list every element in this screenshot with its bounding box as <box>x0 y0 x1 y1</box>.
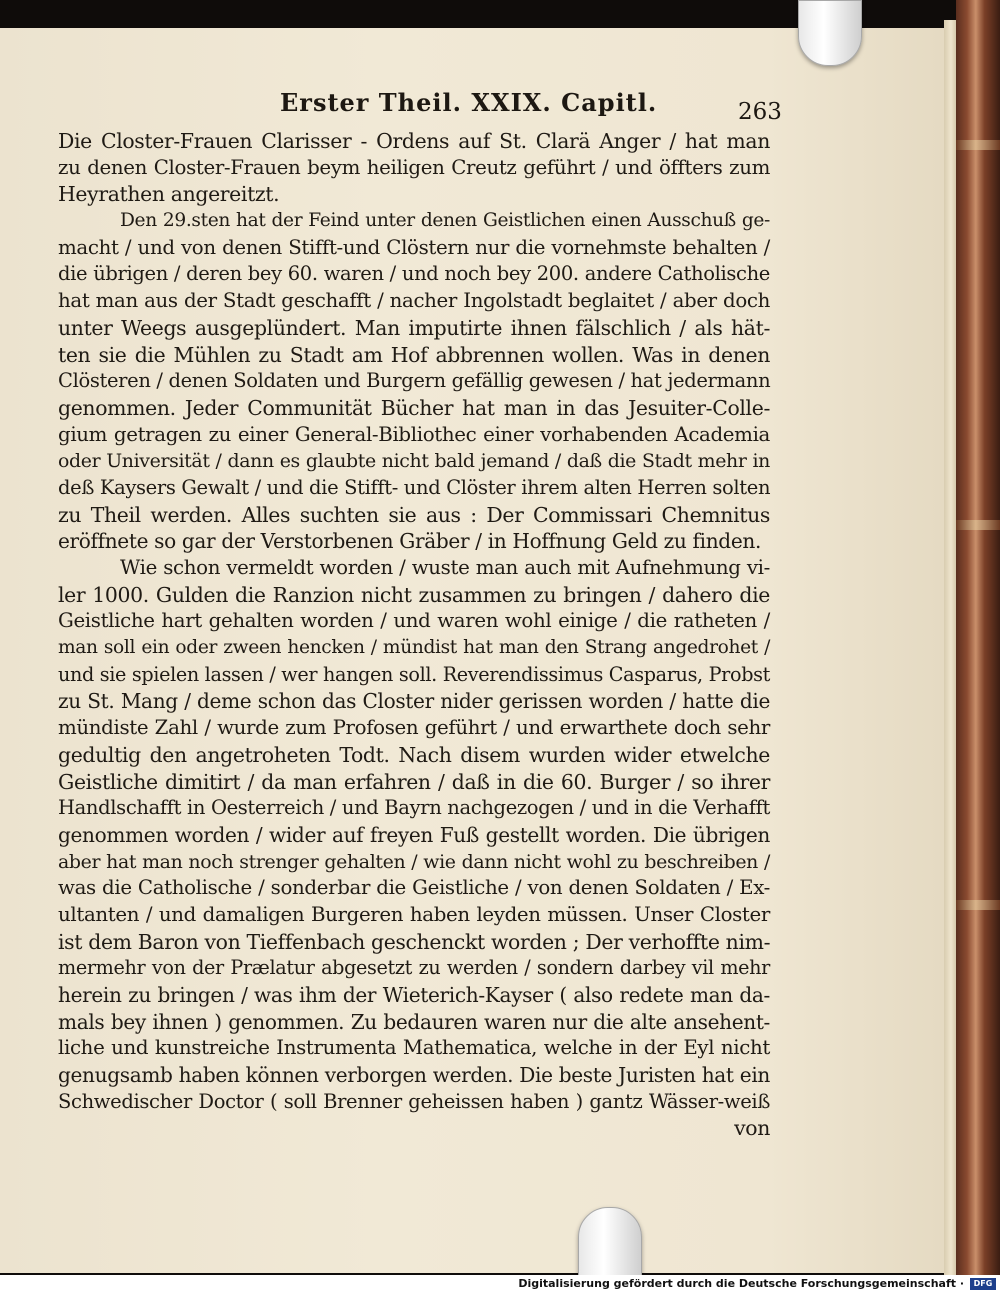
text-line: ten sie die Mühlen zu Stadt am Hof abbrennen wollen. Was in denen <box>58 342 770 367</box>
running-head: Erster Theil. XXIX. Capitl. <box>280 88 658 117</box>
text-line: macht / und von denen Stifft-und Clöstern nur die vornehmste behalten / <box>58 235 770 259</box>
text-line: hat man aus der Stadt geschafft / nacher Ingolstadt beglaitet / aber doch <box>58 289 770 313</box>
binding-band <box>956 900 1000 910</box>
text-line: eröffnete so gar der Verstorbenen Gräber / in Hoffnung Geld zu finden. <box>58 529 761 554</box>
text-line: die übrigen / deren bey 60. waren / und noch bey 200. andere Catholische <box>58 262 770 286</box>
digitization-credit: Digitalisierung gefördert durch die Deutsche Forschungsgemeinschaft · <box>518 1277 964 1290</box>
text-line: genugsamb haben können verborgen werden. Die beste Juristen hat ein <box>58 1063 770 1088</box>
text-line: oder Universität / dann es glaubte nicht bald jemand / daß die Stadt mehr in <box>58 450 770 473</box>
text-line: ler 1000. Gulden die Ranzion nicht zusammen zu bringen / dahero die <box>58 582 770 607</box>
text-line: Geistliche hart gehalten worden / und waren wohl einige / die ratheten / <box>58 609 770 633</box>
page-clip-bottom <box>578 1207 642 1277</box>
text-line: zu St. Mang / deme schon das Closter nider gerissen worden / hatte die <box>58 689 770 714</box>
text-line: herein zu bringen / was ihm der Wieterich-Kayser ( also redete man da- <box>58 983 770 1007</box>
body-text <box>58 128 770 1142</box>
text-line: unter Weegs ausgeplündert. Man imputirte ihnen fälschlich / als hät- <box>58 315 770 340</box>
text-line: ist dem Baron von Tieffenbach geschenckt worden ; Der verhoffte nim- <box>58 929 771 954</box>
text-line: man soll ein oder zween hencken / mündist hat man den Strang angedrohet / <box>58 637 770 659</box>
text-line: mals bey ihnen ) genommen. Zu bedauren waren nur die alte ansehent- <box>58 1009 770 1034</box>
binding-band <box>956 520 1000 530</box>
text-line: Clösteren / denen Soldaten und Burgern gefällig gewesen / hat jedermann <box>58 369 771 393</box>
text-line: liche und kunstreiche Instrumenta Mathematica, welche in der Eyl nicht <box>58 1036 770 1060</box>
text-line: Wie schon vermeldt worden / wuste man auch mit Aufnehmung vi- <box>120 556 770 579</box>
text-line: Heyrathen angereitzt. <box>58 182 280 207</box>
text-line: Die Closter-Frauen Clarisser - Ordens auf St. Clarä Anger / hat man <box>58 129 770 153</box>
text-line: Geistliche dimitirt / da man erfahren / daß in die 60. Burger / so ihrer <box>58 769 770 794</box>
book-binding <box>956 0 1000 1275</box>
text-line: gedultig den angetroheten Todt. Nach disem wurden wider etwelche <box>58 742 770 767</box>
catchword: von <box>734 1116 770 1141</box>
text-line: zu Theil werden. Alles suchten sie aus : Der Commissari Chemnitus <box>58 502 770 527</box>
dfg-logo: DFG <box>970 1278 996 1290</box>
text-line: und sie spielen lassen / wer hangen soll. Reverendissimus Casparus, Probst <box>58 662 770 686</box>
text-line: ultanten / und damaligen Burgeren haben leyden müssen. Unser Closter <box>58 902 770 926</box>
text-line: gium getragen zu einer General-Bibliothec einer vorhabenden Academia <box>58 422 770 446</box>
text-line: genommen worden / wider auf freyen Fuß gestellt worden. Die übrigen <box>58 822 770 847</box>
text-line: genommen. Jeder Communität Bücher hat man in das Jesuiter-Colle- <box>58 395 770 420</box>
text-line: Schwedischer Doctor ( soll Brenner geheissen haben ) gantz Wässer-weiß <box>58 1089 770 1113</box>
text-line: aber hat man noch strenger gehalten / wie dann nicht wohl zu beschreiben / <box>58 850 770 873</box>
text-line: mermehr von der Prælatur abgesetzt zu werden / sondern darbey vil mehr <box>58 956 770 980</box>
text-line: Handlschafft in Oesterreich / und Bayrn nachgezogen / und in die Verhafft <box>58 796 770 820</box>
text-line: mündiste Zahl / wurde zum Profosen geführt / und erwarthete doch sehr <box>58 716 770 740</box>
text-line: Den 29.sten hat der Feind unter denen Geistlichen einen Ausschuß ge- <box>120 210 770 232</box>
text-line: was die Catholische / sonderbar die Geistliche / von denen Soldaten / Ex- <box>58 876 770 900</box>
binding-band <box>956 140 1000 150</box>
page-clip-top <box>798 0 862 66</box>
text-line: zu denen Closter-Frauen beym heiligen Creutz geführt / und öffters zum <box>58 155 770 179</box>
page-number: 263 <box>738 99 782 125</box>
text-line: deß Kaysers Gewalt / und die Stifft- und Clöster ihrem alten Herren solten <box>58 475 771 499</box>
